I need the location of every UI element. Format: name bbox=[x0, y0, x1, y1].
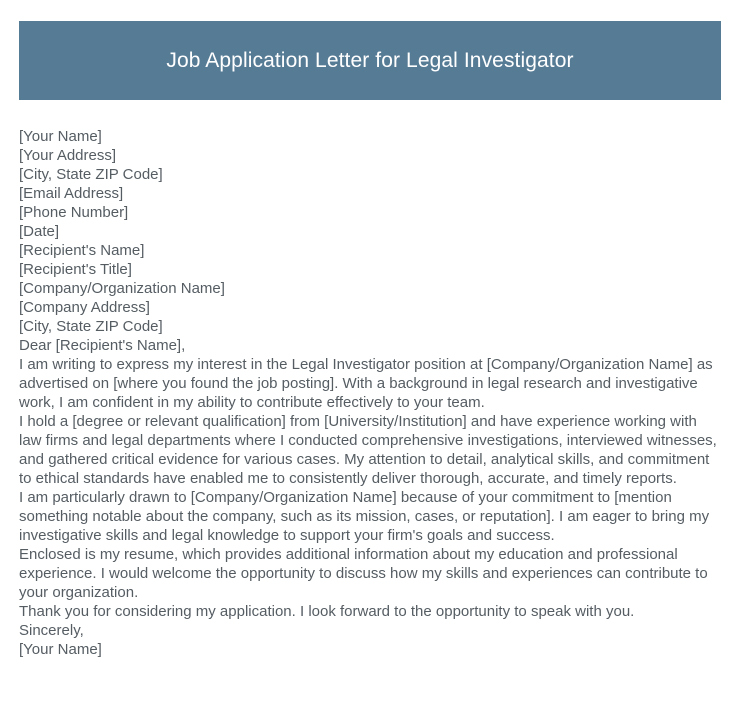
letter-paragraph-4: Enclosed is my resume, which provides additional information about my education and professional experience. I would welcome the opportunity to discuss how my skills and experiences can contribute to your organization. bbox=[19, 546, 708, 601]
sender-name: [Your Name] bbox=[19, 128, 102, 145]
recipient-company-address: [Company Address] bbox=[19, 299, 150, 316]
recipient-company: [Company/Organization Name] bbox=[19, 280, 225, 297]
sender-address: [Your Address] bbox=[19, 147, 117, 164]
sender-email: [Email Address] bbox=[19, 185, 124, 202]
letter-date: [Date] bbox=[19, 223, 60, 240]
recipient-city-state-zip: [City, State ZIP Code] bbox=[19, 318, 163, 335]
letter-paragraph-3: I am particularly drawn to [Company/Organization Name] because of your commitment to [mention something notable about the company, such as its mission, cases, or reputation]. I am eager to bring my investigative skills and legal knowledge to support your firm's goals and success. bbox=[19, 489, 710, 544]
recipient-title: [Recipient's Title] bbox=[19, 261, 132, 278]
letter-paragraph-5: Thank you for considering my application. I look forward to the opportunity to speak with you. bbox=[19, 603, 635, 620]
recipient-name: [Recipient's Name] bbox=[19, 242, 145, 259]
page-title: Job Application Letter for Legal Investigator bbox=[166, 48, 574, 72]
salutation: Dear [Recipient's Name], bbox=[19, 337, 186, 354]
letter-paragraph-2: I hold a [degree or relevant qualification] from [University/Institution] and have experience working with law firms and legal departments where I conducted comprehensive investigations, interviewed witnesses, and gathered critical evidence for various cases. My attention to detail, analytical skills, and commitment to ethical standards have enabled me to consistently deliver thorough, accurate, and timely reports. bbox=[19, 413, 717, 487]
sender-address-block bbox=[19, 127, 723, 241]
sender-city-state-zip: [City, State ZIP Code] bbox=[19, 166, 163, 183]
signature-name: [Your Name] bbox=[19, 641, 102, 658]
sender-phone: [Phone Number] bbox=[19, 204, 129, 221]
closing-salutation: Sincerely, bbox=[19, 622, 84, 639]
letter-paragraph-1: I am writing to express my interest in the Legal Investigator position at [Company/Organization Name] as advertised on [where you found the job posting]. With a background in legal research and investigative work, I am confident in my ability to contribute effectively to your team. bbox=[19, 356, 713, 411]
document-header-banner bbox=[19, 21, 721, 100]
letter-body bbox=[19, 127, 723, 659]
recipient-address-block bbox=[19, 241, 723, 336]
